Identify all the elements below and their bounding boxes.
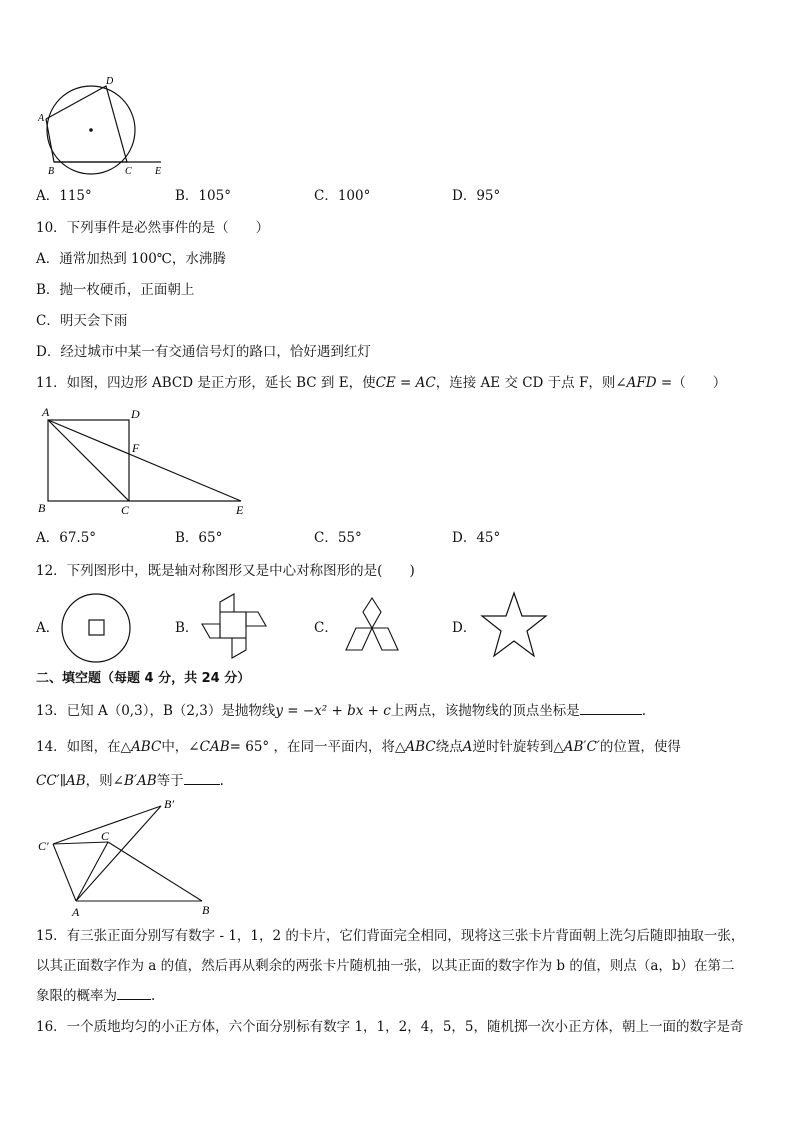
q12-option-a-figure[interactable] (60, 592, 132, 664)
q9-option-c[interactable]: C．100° (314, 188, 371, 204)
q15-text: 象限的概率为 (36, 988, 117, 1004)
q14-end: . (219, 773, 224, 789)
q14-a: A (462, 739, 473, 755)
q14-label-c-prime: C′ (38, 839, 49, 853)
q14-text-b: 中，∠ (161, 739, 200, 755)
q9-figure (36, 74, 176, 178)
q10-option-b[interactable]: B．抛一枚硬币，正面朝上 (36, 282, 195, 298)
q12-stem: 12．下列图形中，既是轴对称图形又是中心对称图形的是( ) (36, 563, 415, 579)
q11-option-a[interactable]: A．67.5° (36, 530, 97, 546)
q14-abc-rotated: AB′C′ (563, 739, 600, 755)
q13-text (36, 701, 646, 721)
q13-text-a: 13．已知 A（0,3），B（2,3）是抛物线 (36, 703, 276, 719)
q14-label-c: C (101, 829, 110, 843)
q11-stem-c: =（ ） (656, 375, 727, 391)
q14-label-b-prime: B′ (164, 797, 174, 811)
q14-line2 (36, 771, 224, 791)
q11-label-f: F (132, 441, 140, 455)
q12-option-c-figure[interactable] (336, 596, 408, 656)
q14-text-a: 14．如图，在△ (36, 739, 132, 755)
q12-option-d-label[interactable]: D． (452, 620, 477, 636)
q13-end: . (641, 703, 647, 719)
q14-text-h: 等于 (156, 773, 184, 789)
q10-option-d[interactable]: D．经过城市中某一有交通信号灯的路口，恰好遇到红灯 (36, 344, 371, 360)
q16-line1: 16．一个质地均匀的小正方体，六个面分别标有数字 1，1，2，4，5，5，随机掷一次小正方体，朝上一面的数字是奇 (36, 1019, 744, 1035)
q14-cab: CAB (199, 739, 230, 755)
q9-option-a[interactable]: A．115° (36, 188, 92, 204)
q15-line3 (36, 986, 155, 1006)
q11-label-c: C (121, 503, 130, 516)
q13-answer-blank[interactable] (580, 702, 642, 715)
q14-text-g: ，则∠ (85, 773, 124, 789)
q14-label-b: B (202, 903, 210, 917)
q14-figure (36, 796, 226, 920)
q11-option-d[interactable]: D．45° (452, 530, 501, 546)
q10-stem: 10．下列事件是必然事件的是（ ） (36, 220, 270, 236)
q14-text-f: 的位置，使得 (599, 739, 681, 755)
q10-option-a[interactable]: A．通常加热到 100℃，水沸腾 (36, 251, 226, 267)
q14-parallel: CC′∥AB (36, 773, 86, 789)
q9-label-a: A (38, 113, 45, 124)
section-2-title: 二、填空题（每题 4 分，共 24 分） (36, 671, 251, 686)
q12-option-d-figure[interactable] (478, 590, 550, 662)
q11-label-b: B (38, 501, 46, 515)
q11-option-b[interactable]: B．65° (175, 530, 223, 546)
q11-stem-b: ，连接 AE 交 CD 于点 F，则∠ (435, 375, 627, 391)
q9-option-d[interactable]: D．95° (452, 188, 501, 204)
q11-figure (36, 404, 256, 516)
q15-line1: 15．有三张正面分别写有数字 - 1，1，2 的卡片，它们背面完全相同，现将这三张卡片背面朝上洗匀后随即抽取一张， (36, 928, 745, 944)
q14-text-c: = 65° ，在同一平面内，将△ (229, 739, 406, 755)
q13-text-b: 上两点，该抛物线的顶点坐标是 (390, 703, 580, 719)
q9-label-b: B (48, 166, 55, 177)
q15-end: . (151, 988, 156, 1004)
q14-label-a: A (72, 905, 80, 919)
q12-option-c-label[interactable]: C． (314, 620, 338, 636)
q15-line2: 以其正面数字作为 a 的值，然后再从剩余的两张卡片随机抽一张，以其正面的数字作为 b 的值，则点（a，b）在第二 (36, 958, 735, 974)
q12-option-a-label[interactable]: A． (36, 620, 60, 636)
q11-label-e: E (236, 503, 244, 516)
q14-bab: B′AB (123, 773, 157, 789)
q15-answer-blank[interactable] (117, 987, 151, 1000)
q11-stem-a: 11．如图，四边形 ABCD 是正方形，延长 BC 到 E，使 (36, 375, 376, 391)
q9-label-e: E (155, 166, 162, 177)
q9-option-b[interactable]: B．105° (175, 188, 231, 204)
q14-line1 (36, 737, 681, 757)
q14-abc-2: ABC (405, 739, 436, 755)
q11-option-c[interactable]: C．55° (314, 530, 362, 546)
q10-option-c[interactable]: C．明天会下雨 (36, 313, 128, 329)
q11-label-a: A (42, 405, 50, 419)
q13-math: y = −x² + bx + c (275, 703, 391, 719)
q14-abc: ABC (131, 739, 162, 755)
q11-stem-math: CE = AC (375, 375, 436, 391)
q9-label-d: D (106, 76, 114, 87)
q14-text-d: 绕点 (435, 739, 463, 755)
q9-label-c: C (125, 166, 132, 177)
q12-option-b-figure[interactable] (198, 590, 270, 662)
q11-stem (36, 373, 726, 393)
q11-stem-angle: AFD (626, 375, 657, 391)
q14-answer-blank[interactable] (184, 772, 220, 785)
q14-text-e: 逆时针旋转到△ (472, 739, 564, 755)
q12-option-b-label[interactable]: B． (175, 620, 199, 636)
q11-label-d: D (131, 407, 140, 421)
